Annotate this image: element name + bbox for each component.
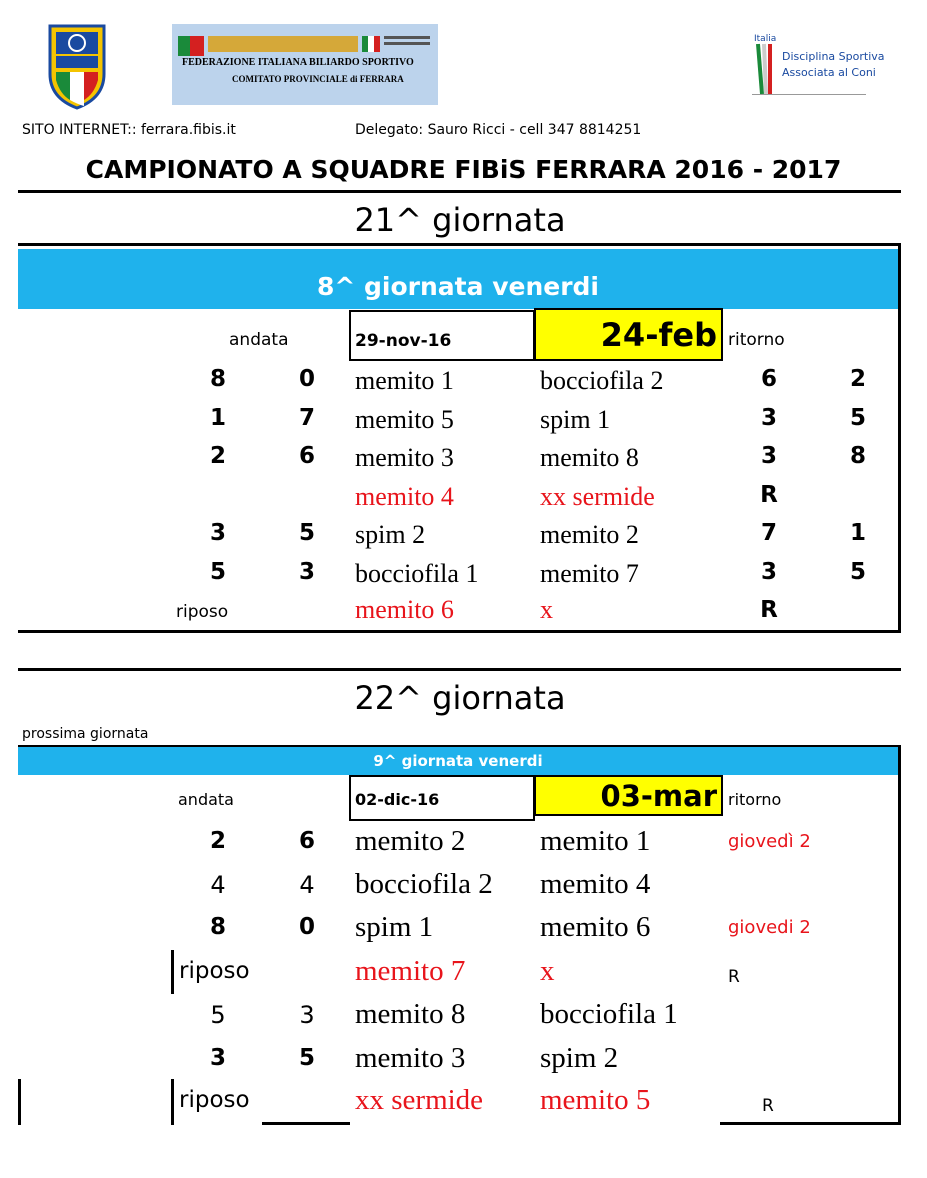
- away-team: memito 5: [540, 1084, 651, 1116]
- home-team: memito 2: [355, 825, 466, 857]
- section1-riposo-home: memito 6: [355, 595, 454, 624]
- section1-top-border: [18, 243, 901, 246]
- coni-italia-text: Italia: [754, 34, 777, 44]
- section1-riposo-ritorno: R: [760, 597, 778, 623]
- home-team: memito 3: [355, 443, 454, 472]
- andata-score-away: 5: [298, 520, 315, 546]
- away-team: x: [540, 955, 555, 987]
- ritorno-score-home: 6: [760, 366, 777, 392]
- ritorno-note: R: [762, 1096, 774, 1116]
- section1-riposo-away: x: [540, 595, 553, 624]
- home-team: memito 4: [355, 482, 454, 511]
- ritorno-score-away: 5: [849, 559, 866, 585]
- ritorno-score-away: 2: [849, 366, 866, 392]
- section2-top-rule: [18, 668, 901, 671]
- section1-ritorno-date: 24-feb: [534, 308, 723, 361]
- andata-score-home: 2: [209, 443, 226, 469]
- away-team: memito 8: [540, 443, 639, 472]
- andata-score-away: 0: [298, 366, 315, 392]
- home-team: bocciofila 1: [355, 559, 479, 588]
- main-title: CAMPIONATO A SQUADRE FIBiS FERRARA 2016 - 2017: [85, 155, 842, 184]
- andata-score-home: 3: [209, 1045, 226, 1071]
- home-team: spim 1: [355, 911, 434, 943]
- ritorno-score-home: R: [760, 482, 778, 508]
- home-team: memito 3: [355, 1042, 466, 1074]
- riposo-marker-1: [171, 950, 174, 994]
- andata-score-away: 0: [298, 914, 315, 940]
- andata-score-home: 2: [209, 828, 226, 854]
- section1-andata-date: 29-nov-16: [349, 310, 535, 361]
- section1-bottom-border: [18, 630, 901, 633]
- committee-name-text: COMITATO PROVINCIALE di FERRARA: [232, 74, 404, 84]
- section2-andata-date: 02-dic-16: [349, 775, 535, 821]
- home-team: spim 2: [355, 520, 426, 549]
- andata-score-home: 1: [209, 405, 226, 431]
- andata-score-away: 6: [298, 443, 315, 469]
- home-team: xx sermide: [355, 1084, 484, 1116]
- away-team: spim 1: [540, 405, 611, 434]
- andata-score-away: 3: [298, 559, 315, 585]
- away-team: bocciofila 2: [540, 366, 664, 395]
- ritorno-score-away: 1: [849, 520, 866, 546]
- home-team: bocciofila 2: [355, 868, 493, 900]
- coni-text-line1: Disciplina Sportiva: [782, 50, 885, 63]
- andata-score-away: 5: [298, 1045, 315, 1071]
- ritorno-score-home: 7: [760, 520, 777, 546]
- andata-score-home: 4: [210, 871, 226, 899]
- andata-score-away: 6: [298, 828, 315, 854]
- federation-name-text: FEDERAZIONE ITALIANA BILIARDO SPORTIVO: [182, 57, 414, 68]
- away-team: memito 7: [540, 559, 639, 588]
- away-team: memito 4: [540, 868, 651, 900]
- site-label: SITO INTERNET:: ferrara.fibis.it: [22, 122, 236, 138]
- andata-score-home: 5: [209, 559, 226, 585]
- andata-score-away: 4: [299, 871, 315, 899]
- coni-text-line2: Associata al Coni: [782, 66, 876, 79]
- section1-riposo-label: riposo: [176, 602, 229, 622]
- section1-andata-label: andata: [229, 330, 289, 350]
- section2-ritorno-label: ritorno: [728, 790, 782, 809]
- away-team: memito 1: [540, 825, 651, 857]
- ritorno-note: giovedi 2: [728, 917, 811, 938]
- section1-band: 8^ giornata venerdi: [18, 249, 898, 309]
- section2-right-border: [898, 745, 901, 1125]
- section2-andata-label: andata: [178, 790, 234, 809]
- coni-logo: [752, 34, 885, 96]
- riposo-label: riposo: [179, 958, 250, 984]
- section1-title: 21^ giornata: [354, 201, 566, 239]
- andata-score-away: 3: [299, 1001, 315, 1029]
- ritorno-note: R: [728, 967, 740, 987]
- riposo-marker-2: [171, 1079, 174, 1125]
- section1-right-border: [898, 243, 901, 633]
- away-team: bocciofila 1: [540, 998, 678, 1030]
- ritorno-score-away: 5: [849, 405, 866, 431]
- coni-underline: [752, 94, 866, 95]
- away-team: xx sermide: [540, 482, 655, 511]
- home-team: memito 1: [355, 366, 454, 395]
- section2-left-mark: [18, 1079, 21, 1125]
- ritorno-score-home: 3: [760, 405, 777, 431]
- home-team: memito 7: [355, 955, 466, 987]
- andata-score-away: 7: [298, 405, 315, 431]
- andata-score-home: 3: [209, 520, 226, 546]
- away-team: spim 2: [540, 1042, 619, 1074]
- section2-band: 9^ giornata venerdi: [18, 747, 898, 775]
- ritorno-score-away: 8: [849, 443, 866, 469]
- section2-ritorno-date: 03-mar: [534, 775, 723, 816]
- ritorno-note: giovedì 2: [728, 831, 811, 852]
- home-team: memito 5: [355, 405, 454, 434]
- riposo-label: riposo: [179, 1087, 250, 1113]
- away-team: memito 2: [540, 520, 639, 549]
- title-underline: [18, 190, 901, 193]
- ritorno-score-home: 3: [760, 443, 777, 469]
- andata-score-home: 8: [209, 914, 226, 940]
- section2-bottom-border: [720, 1122, 901, 1125]
- andata-score-home: 5: [210, 1001, 226, 1029]
- section2-title: 22^ giornata: [354, 679, 566, 717]
- delegate-label: Delegato: Sauro Ricci - cell 347 8814251: [355, 122, 642, 138]
- federation-banner: [172, 24, 438, 105]
- prossima-giornata-label: prossima giornata: [22, 726, 149, 742]
- section1-ritorno-label: ritorno: [728, 330, 785, 350]
- andata-score-home: 8: [209, 366, 226, 392]
- home-team: memito 8: [355, 998, 466, 1030]
- ritorno-score-home: 3: [760, 559, 777, 585]
- away-team: memito 6: [540, 911, 651, 943]
- section2-underline-short: [262, 1122, 350, 1125]
- fibis-shield-logo: [46, 22, 108, 110]
